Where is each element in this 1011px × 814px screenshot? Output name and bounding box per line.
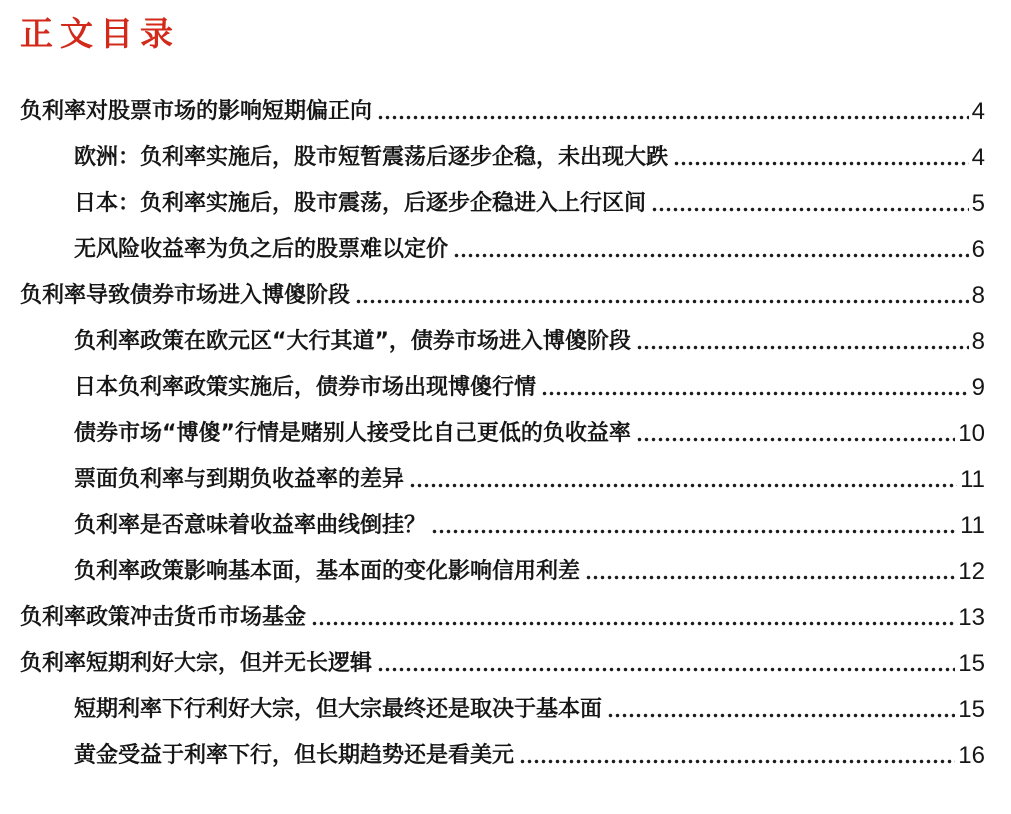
toc-entry-label: 欧洲：负利率实施后，股市短暂震荡后逐步企稳，未出现大跌 — [74, 145, 669, 170]
toc-page-number: 5 — [971, 190, 985, 217]
toc-entry-label: 无风险收益率为负之后的股票难以定价 — [74, 237, 449, 262]
toc-page-number: 8 — [971, 282, 985, 309]
dot-leader-icon — [541, 389, 969, 398]
toc-page-number: 15 — [958, 650, 985, 677]
toc-page-number: 16 — [958, 742, 985, 769]
toc-entry[interactable] — [20, 99, 985, 125]
toc-entry[interactable] — [20, 329, 985, 355]
toc-entry-label: 日本负利率政策实施后，债券市场出现博傻行情 — [74, 375, 537, 400]
toc-entry[interactable] — [20, 283, 985, 309]
dot-leader-icon — [651, 205, 969, 214]
toc-list — [20, 99, 985, 769]
dot-leader-icon — [636, 343, 969, 352]
toc-entry-label: 负利率政策在欧元区“大行其道”，债券市场进入博傻阶段 — [74, 329, 631, 354]
toc-page-number: 12 — [958, 558, 985, 585]
toc-entry[interactable] — [20, 421, 985, 447]
toc-entry[interactable] — [20, 467, 985, 493]
toc-entry-label: 债券市场“博傻”行情是赌别人接受比自己更低的负收益率 — [74, 421, 631, 446]
toc-entry-label: 负利率政策影响基本面，基本面的变化影响信用利差 — [74, 559, 581, 584]
dot-leader-icon — [673, 159, 969, 168]
dot-leader-icon — [585, 573, 955, 582]
dot-leader-icon — [431, 527, 957, 536]
toc-entry-label: 黄金受益于利率下行，但长期趋势还是看美元 — [74, 743, 515, 768]
toc-page-number: 13 — [958, 604, 985, 631]
toc-entry[interactable] — [20, 145, 985, 171]
toc-entry-label: 负利率是否意味着收益率曲线倒挂？ — [74, 513, 427, 538]
toc-entry-label: 日本：负利率实施后，股市震荡，后逐步企稳进入上行区间 — [74, 191, 647, 216]
toc-page-number: 15 — [958, 696, 985, 723]
toc-entry[interactable] — [20, 237, 985, 263]
dot-leader-icon — [636, 435, 955, 444]
toc-entry[interactable] — [20, 697, 985, 723]
toc-page-number: 6 — [971, 236, 985, 263]
toc-entry-label: 短期利率下行利好大宗，但大宗最终还是取决于基本面 — [74, 697, 603, 722]
dot-leader-icon — [311, 619, 955, 628]
toc-entry-label: 负利率导致债券市场进入博傻阶段 — [20, 283, 351, 308]
toc-page-number: 4 — [971, 144, 985, 171]
page-title: 正文目录 — [20, 14, 180, 53]
dot-leader-icon — [409, 481, 957, 490]
dot-leader-icon — [377, 113, 969, 122]
toc-entry[interactable] — [20, 651, 985, 677]
toc-page-number: 9 — [971, 374, 985, 401]
toc-entry[interactable] — [20, 743, 985, 769]
dot-leader-icon — [355, 297, 969, 306]
toc-entry[interactable] — [20, 559, 985, 585]
toc-entry[interactable] — [20, 513, 985, 539]
toc-entry-label: 负利率短期利好大宗，但并无长逻辑 — [20, 651, 373, 676]
dot-leader-icon — [377, 665, 955, 674]
toc-page-number: 11 — [960, 512, 985, 539]
toc-entry[interactable] — [20, 375, 985, 401]
dot-leader-icon — [519, 757, 955, 766]
toc-entry-label: 票面负利率与到期负收益率的差异 — [74, 467, 405, 492]
toc-entry-label: 负利率对股票市场的影响短期偏正向 — [20, 99, 373, 124]
dot-leader-icon — [453, 251, 969, 260]
dot-leader-icon — [607, 711, 955, 720]
toc-entry[interactable] — [20, 191, 985, 217]
toc-entry[interactable] — [20, 605, 985, 631]
toc-page-number: 10 — [958, 420, 985, 447]
toc-entry-label: 负利率政策冲击货币市场基金 — [20, 605, 307, 630]
toc-page-number: 8 — [971, 328, 985, 355]
toc-page-number: 11 — [960, 466, 985, 493]
toc-page-number: 4 — [971, 98, 985, 125]
